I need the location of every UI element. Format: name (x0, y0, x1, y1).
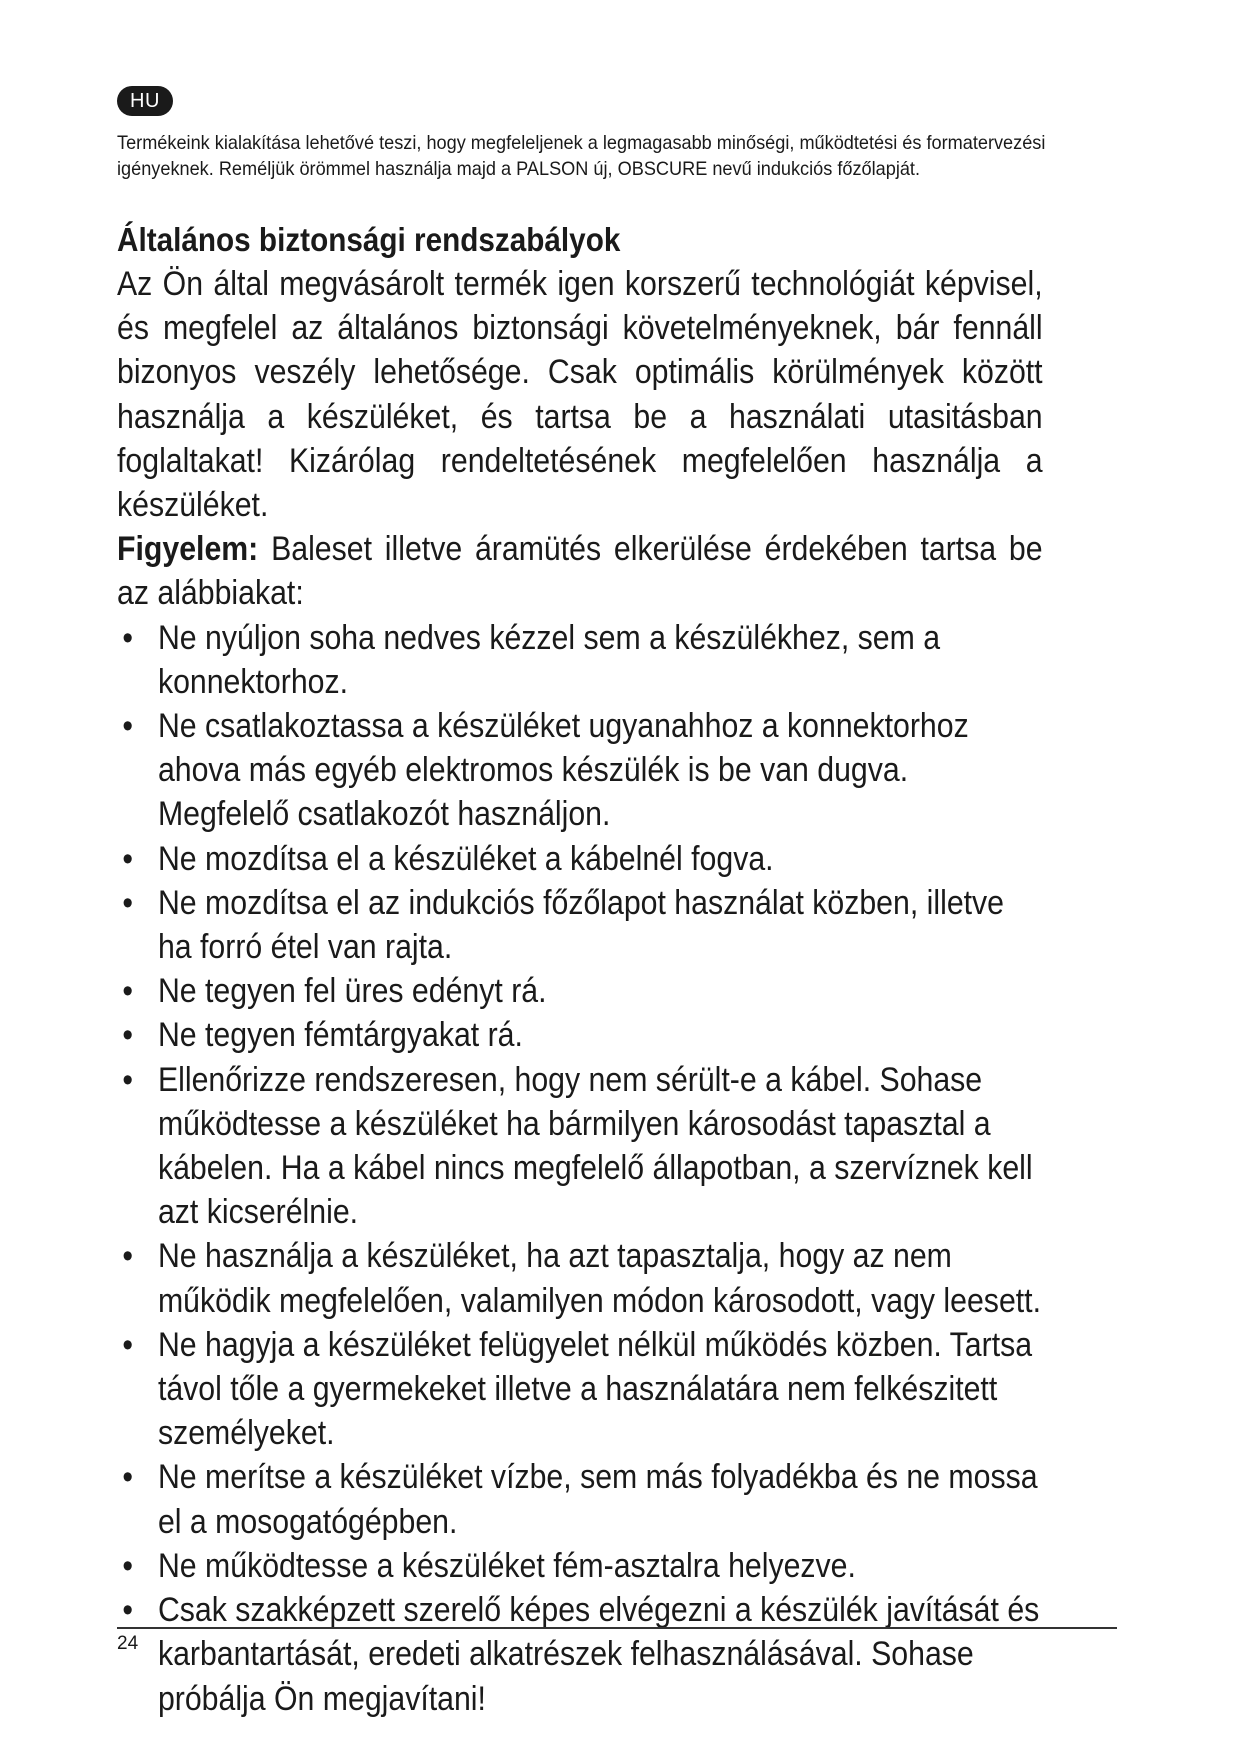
rule-text: Ne működtesse a készüléket fém-asztalra helyezve. (157, 1546, 856, 1585)
section-heading: Általános biztonsági rendszabályok (117, 221, 621, 258)
rule-text: Ne tegyen fémtárgyakat rá. (157, 1016, 523, 1055)
warning-label: Figyelem: (117, 530, 259, 569)
rule-text: Ne használja a készüléket, ha azt tapasztalja, hogy az nem működik megfelelően, valamilyen módon károsodott, vagy leesett. (157, 1237, 1042, 1320)
list-item (117, 616, 1043, 704)
page-number: 24 (117, 1633, 139, 1654)
list-item (117, 1058, 1043, 1235)
warning-paragraph (117, 527, 1043, 615)
rule-text: Ne hagyja a készüléket felügyelet nélkül működés közben. Tartsa távol tőle a gyermekeket illetve a használatára nem felkészitett személyeket. (157, 1325, 1033, 1453)
language-badge: HU (117, 86, 173, 116)
bullet-icon: • (122, 1016, 133, 1055)
list-item (117, 969, 1043, 1013)
bullet-icon: • (122, 1325, 133, 1364)
bullet-icon: • (122, 707, 133, 746)
safety-rules-list (117, 616, 1043, 1721)
list-item (117, 837, 1043, 881)
bullet-icon: • (122, 1237, 133, 1276)
list-item (117, 1544, 1043, 1588)
list-item (117, 1323, 1043, 1456)
section-body (117, 262, 1043, 1721)
rule-text: Ne mozdítsa el az indukciós főzőlapot használat közben, illetve ha forró étel van rajta. (157, 883, 1005, 967)
bullet-icon: • (122, 1591, 133, 1630)
list-item (117, 1234, 1043, 1322)
bullet-icon: • (122, 1546, 133, 1585)
list-item (117, 1013, 1043, 1057)
bullet-icon: • (122, 883, 133, 922)
list-item (117, 1455, 1043, 1543)
footer-divider (117, 1627, 1117, 1629)
warning-text: Baleset illetve áramütés elkerülése érdekében tartsa be az alábbiakat: (117, 530, 1043, 613)
bullet-icon: • (122, 839, 133, 878)
rule-text: Ellenőrizze rendszeresen, hogy nem sérült-e a kábel. Sohase működtesse a készüléket ha bármilyen károsodást tapasztal a kábelen. Ha a kábel nincs megfelelő állapotban, a szervíznek kell azt kicserélnie. (157, 1060, 1033, 1232)
list-item (117, 1588, 1043, 1721)
bullet-icon: • (122, 1458, 133, 1497)
rule-text: Ne csatlakoztassa a készüléket ugyanahhoz a konnektorhoz ahova más egyéb elektromos készülék is be van dugva. Megfelelő csatlakozót használjon. (157, 707, 969, 834)
safety-paragraph: Az Ön által megvásárolt termék igen korszerű technológiát képvisel, és megfelel az általános biztonsági követelményeknek, bár fennáll bizonyos veszély lehetősége. Csak optimális körülmények között használja a készüléket, és tartsa be a használati utasitásban foglaltakat! Kizárólag rendeltetésének megfelelően használja a készüléket. (117, 265, 1043, 525)
rule-text: Ne mozdítsa el a készüléket a kábelnél fogva. (157, 839, 774, 878)
rule-text: Csak szakképzett szerelő képes elvégezni a készülék javítását és karbantartását, eredeti alkatrészek felhasználásával. Sohase próbálja Ön megjavítani! (157, 1591, 1040, 1718)
list-item (117, 704, 1043, 837)
intro-text: Termékeink kialakítása lehetővé teszi, hogy megfeleljenek a legmagasabb minőségi, működtetési és formatervezési igényeknek. Reméljük örömmel használja majd a PALSON új, OBSCURE nevű indukciós főzőlapját. (117, 132, 1046, 180)
list-item (117, 881, 1043, 969)
bullet-icon: • (122, 972, 133, 1011)
rule-text: Ne tegyen fel üres edényt rá. (157, 972, 547, 1011)
rule-text: Ne merítse a készüléket vízbe, sem más folyadékba és ne mossa el a mosogatógépben. (157, 1458, 1038, 1541)
bullet-icon: • (122, 1060, 133, 1099)
bullet-icon: • (122, 618, 133, 657)
rule-text: Ne nyúljon soha nedves kézzel sem a készülékhez, sem a konnektorhoz. (157, 618, 941, 701)
